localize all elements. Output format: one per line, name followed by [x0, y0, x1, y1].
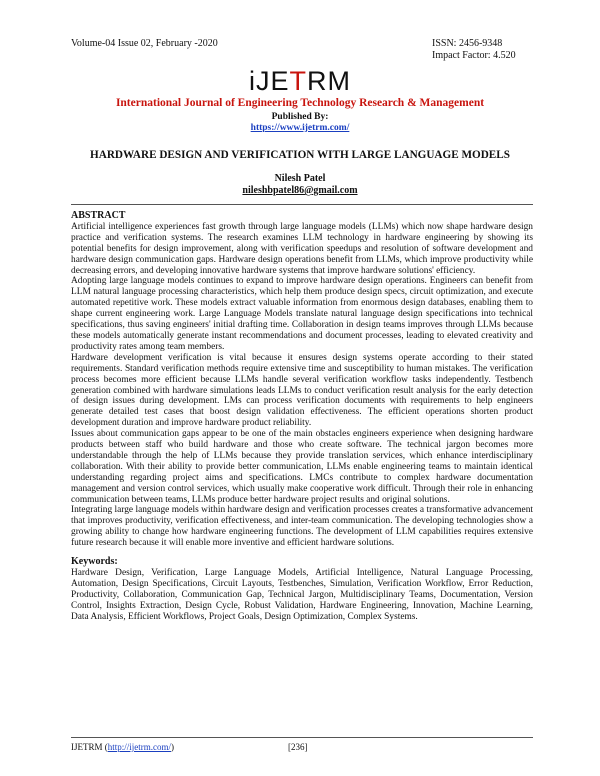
issn-block: [432, 38, 516, 62]
abstract-heading: ABSTRACT: [71, 210, 126, 221]
journal-name: International Journal of Engineering Technology Research & Management: [115, 97, 485, 109]
page-number: [236]: [288, 742, 308, 752]
author-name: Nilesh Patel: [274, 173, 326, 184]
author-email-link[interactable]: nileshbpatel86@gmail.com: [242, 185, 358, 196]
footer-divider: [71, 737, 533, 738]
logo-prefix: iJE: [248, 66, 290, 96]
issn: ISSN: 2456-9348: [432, 38, 503, 49]
abstract-paragraph: Hardware development verification is vital because it ensures design systems operate according to their stated requirements. Standard verification methods require extensive time and susceptibility to human mistakes. The verification process becomes more efficient because LLMs handle several verification workflow tasks independently. Testbench generation combined with hardware simulations leads LLMs to conduct verification result analysis for the early detection of design issues during development. LMs can process verification documents with requirements to help engineers generate detailed test cases that boost design validation effectiveness. The efficient operations shorten product development duration and improve hardware product reliability.: [71, 352, 533, 429]
footer-journal-short: IJETRM (: [71, 742, 108, 752]
footer-close: ): [171, 742, 174, 752]
keywords-text: Hardware Design, Verification, Large Language Models, Artificial Intelligence, Natural Language Processing, Automation, Design Specifications, Circuit Layouts, Testbenches, Simulation, Verification Workflow, Error Reduction, Productivity, Collaboration, Communication Gap, Technical Jargon, Multidisciplinary Teams, Documentation, Version Control, Insights Extraction, Design Cycle, Robust Validation, Hardware Engineering, Innovation, Machine Learning, Data Analysis, Efficient Workflows, Project Goals, Design Optimization, Complex Systems.: [71, 568, 533, 622]
logo-accent: T: [289, 66, 307, 96]
abstract-paragraph: Adopting large language models continues to expand to improve hardware design operations. Engineers can benefit from LLM natural language processing characteristics, which help them produce design specs, circuit optimization, and execute automated repetitive work. These models extract valuable information from enormous design databases, enabling them to shape current engineering work. Large Language Models translate natural language design specifications into technical specifications, thus saving engineers' initial drafting time. Collaboration in design teams improves through LLMs because these models automatically generate instant recommendations and document processes, leading to elevated creativity and productivity rates among team members.: [71, 276, 533, 352]
abstract-paragraph: Issues about communication gaps appear to be one of the main obstacles engineers experience when designing hardware products between staff who build hardware and those who create software. The technical jargon becomes more understandable through the help of LLMs because they provide translation services, which enhance interdisciplinary collaboration. With their ability to provide better communication, LLMs enable engineering teams to maintain identical understanding regarding project aims and specifications. LMCs contribute to complex hardware documentation management and version control services, which usually make cooperative work difficult. Through their role in enhancing communication between teams, LLMs produce better hardware project results and original solutions.: [71, 429, 533, 505]
keywords-heading: Keywords:: [71, 556, 118, 568]
journal-logo: [0, 66, 600, 96]
abstract-paragraph: Integrating large language models within hardware design and verification processes creates a transformative advancement that improves productivity, verification effectiveness, and inter-team communication. The developing technologies show a growing ability to change how hardware engineering functions. The development of LLM capabilities requires extensive future research because it will enable more inventive and efficient hardware solutions.: [71, 505, 533, 549]
published-by: Published By:: [271, 112, 329, 122]
footer-journal: [71, 742, 174, 752]
impact-factor: Impact Factor: 4.520: [432, 50, 516, 61]
journal-url-link[interactable]: https://www.ijetrm.com/: [250, 123, 350, 133]
paper-title: HARDWARE DESIGN AND VERIFICATION WITH LARGE LANGUAGE MODELS: [90, 149, 510, 161]
top-divider: [71, 204, 533, 205]
logo-suffix: RM: [307, 66, 351, 96]
paper-body: [71, 211, 533, 623]
footer-link[interactable]: http://ijetrm.com/: [107, 742, 171, 752]
abstract-paragraph: Artificial intelligence experiences fast growth through large language models (LLMs) which now shape hardware design practice and verification systems. The research examines LLM technology in hardware engineering by showing its potential benefits for design improvement, along with verification speedups and resolution of software development and hardware design communication gaps. Hardware design operations benefit from LLMs, which improve productivity while decreasing errors, and developing innovative hardware systems that improve hardware solutions' efficiency.: [71, 221, 533, 276]
volume-issue: Volume-04 Issue 02, February -2020: [71, 38, 218, 49]
